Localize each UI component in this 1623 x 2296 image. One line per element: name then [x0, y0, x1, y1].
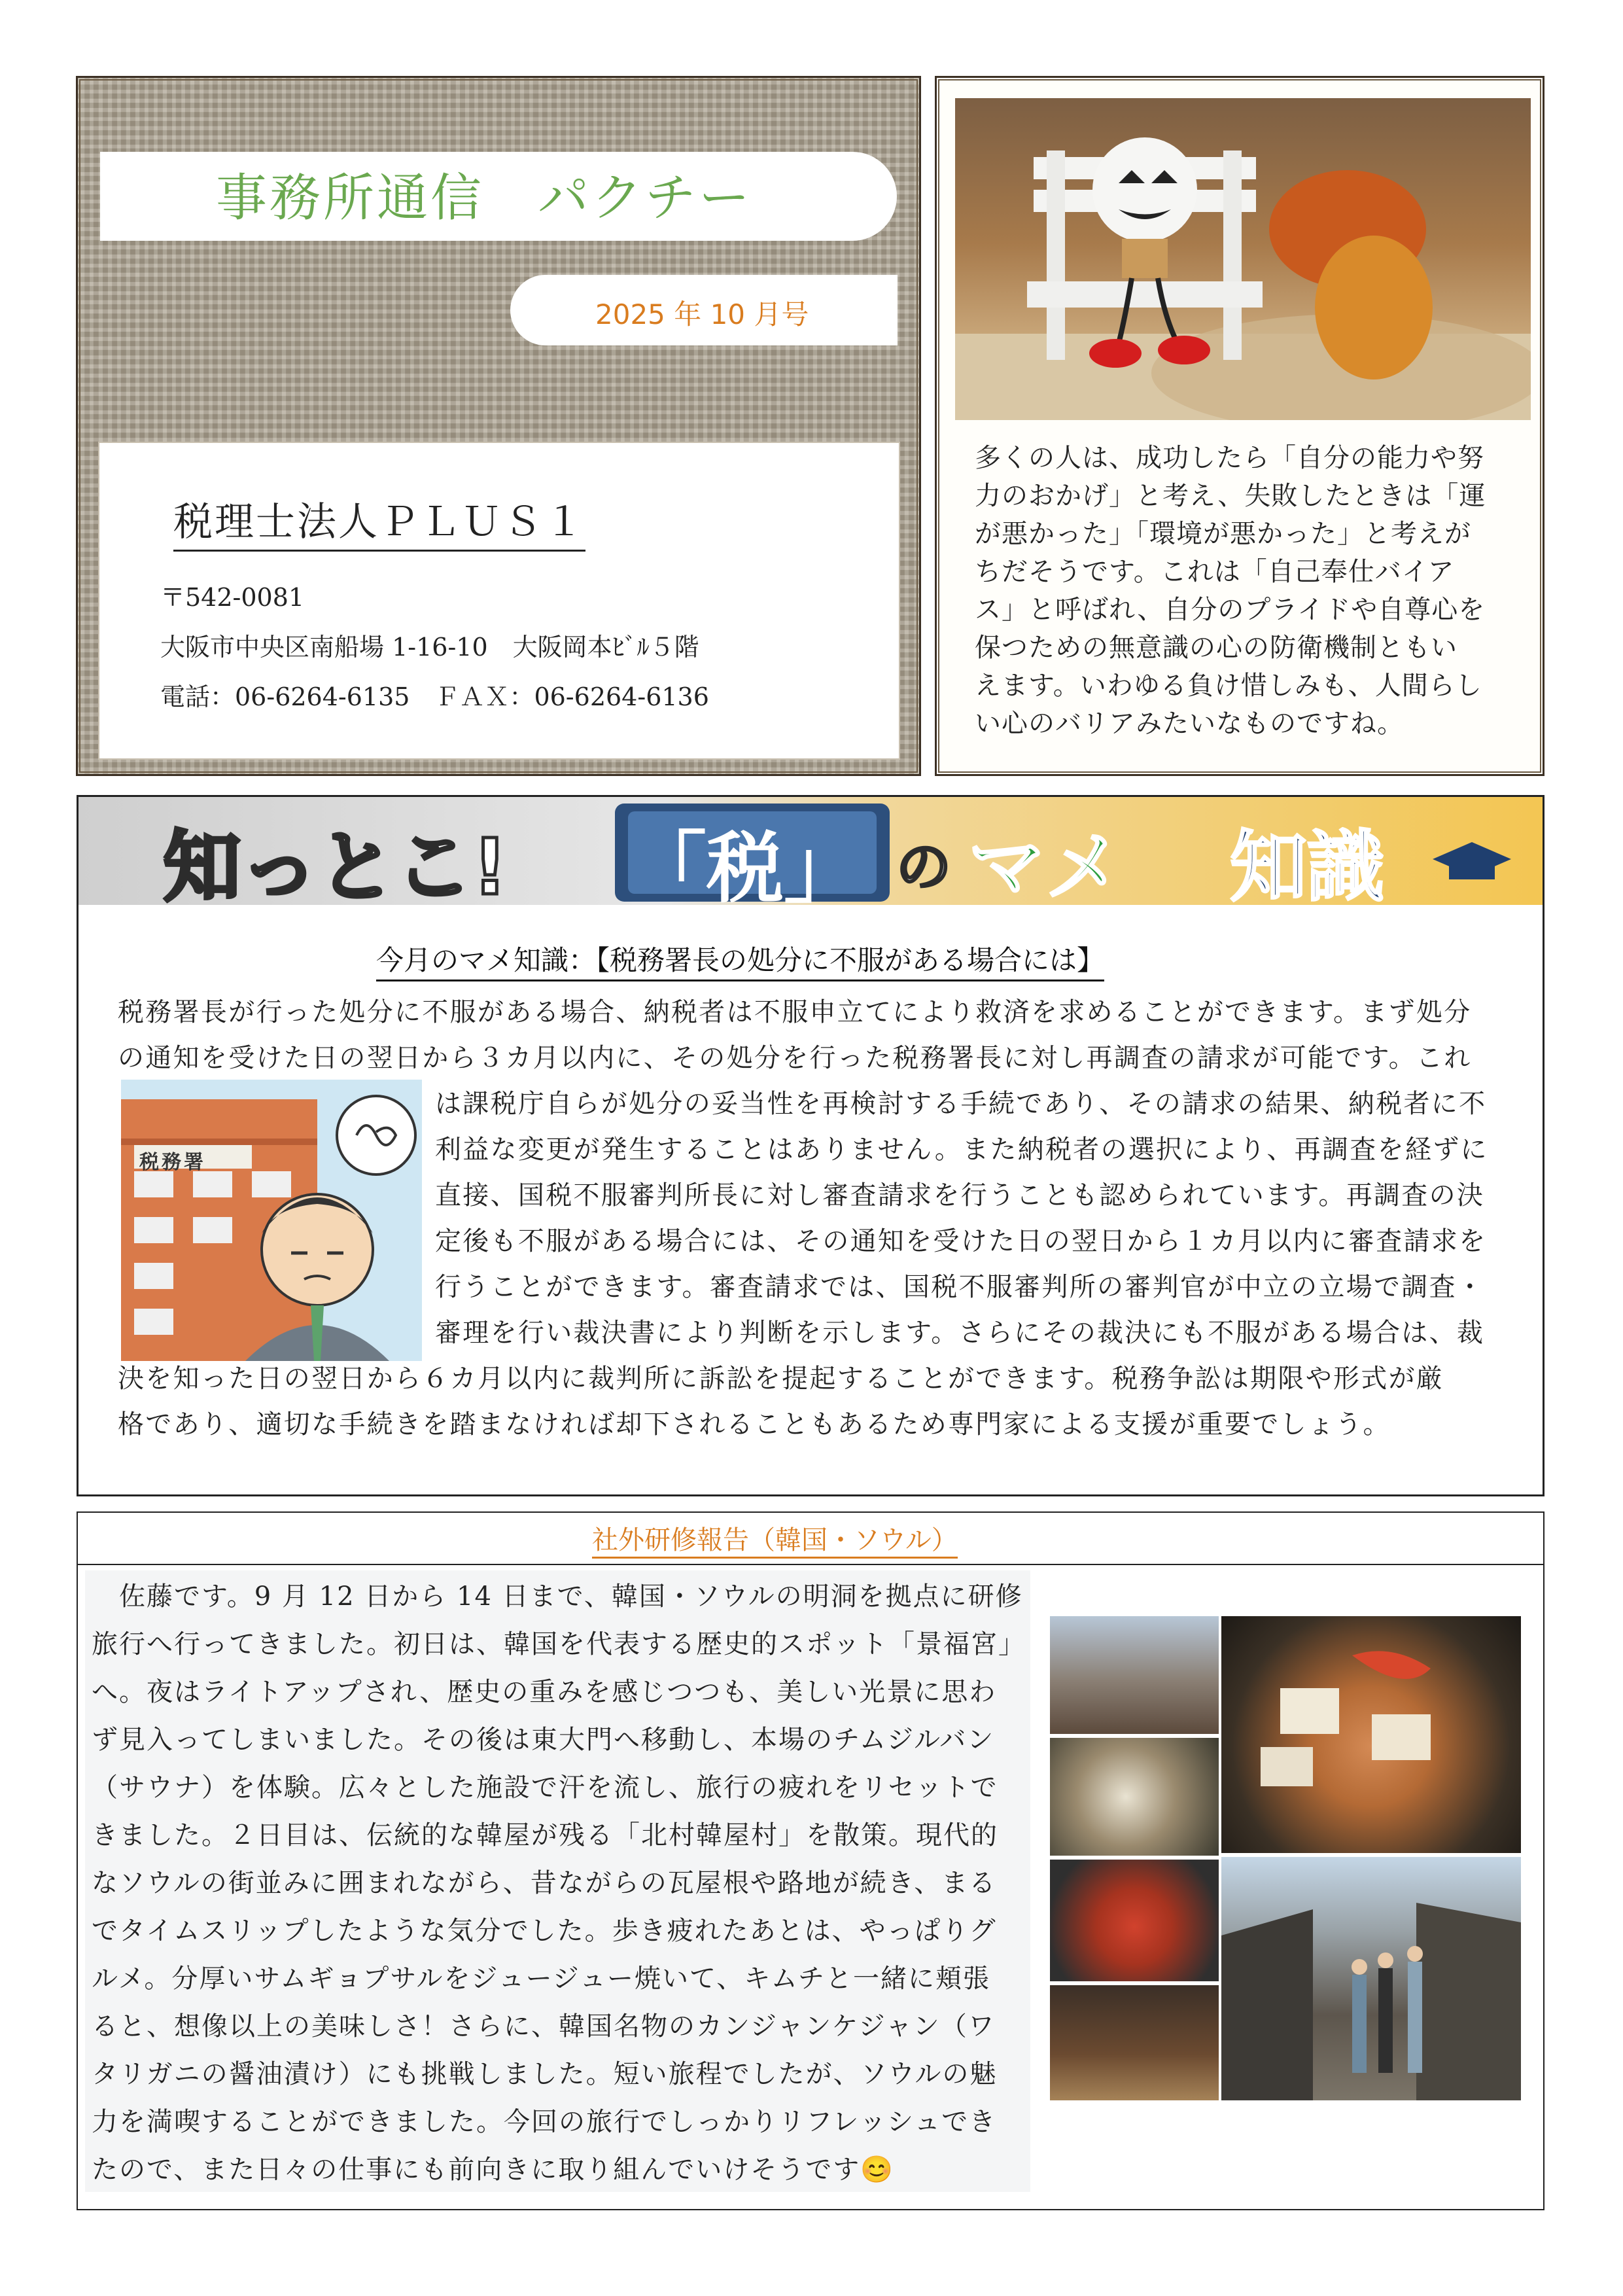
postal-code: 〒542-0081: [160, 583, 305, 612]
report-line: たので、また日々の仕事にも前向きに取り組んでいけそうです😊: [92, 2155, 895, 2185]
tip-line: の通知を受けた日の翌日から３カ月以内に、その処分を行った税務署長に対し再調査の請求が可能です。これ: [118, 1043, 1472, 1073]
tax-office-illustration: [121, 1080, 422, 1361]
tax-office-sign: 税務署: [139, 1151, 206, 1174]
tip-line: 利益な変更が発生することはありません。また納税者の選択により、再調査を経ずに: [435, 1135, 1488, 1165]
dinner-photo: [1050, 1985, 1219, 2100]
office-address: 大阪市中央区南船場 1-16-10 大阪岡本ﾋﾞﾙ５階: [160, 633, 699, 662]
tip-line: 税務署長が行った処分に不服がある場合、納税者は不服申立てにより救済を求めることができます。まず処分: [118, 997, 1472, 1027]
tip-line: 直接、国税不服審判所長に対し審査請求を行うことも認められています。再調査の決: [435, 1180, 1485, 1210]
report-line: ず見入ってしまいました。その後は東大門へ移動し、本場のチムジルバン: [92, 1725, 995, 1755]
intro-line: 保つための無意識の心の防衛機制ともい: [975, 633, 1457, 663]
intro-line: い心のバリアみたいなものですね。: [975, 709, 1404, 739]
banner-text-chishiki: 知識: [1230, 822, 1385, 905]
tip-line: は課税庁自らが処分の妥当性を再検討する手続であり、その請求の結果、納税者に不: [435, 1089, 1487, 1119]
crab-dish-photo: [1050, 1860, 1219, 1981]
office-contact: 電話：06-6264-6135 ＦＡＸ：06-6264-6136: [160, 682, 709, 711]
intro-line: が悪かった」「環境が悪かった」と考えが: [975, 519, 1471, 549]
tax-tips-banner: [79, 797, 1543, 905]
report-line: 力を満喫することができました。今回の旅行でしっかりリフレッシュでき: [92, 2107, 997, 2137]
report-line: ルメ。分厚いサムギョプサルをジュージュー焼いて、キムチと一緒に頬張: [92, 1964, 990, 1994]
report-line: でタイムスリップしたような気分でした。歩き疲れたあとは、やっぱりグ: [92, 1916, 997, 1946]
intro-line: ス」と呼ばれ、自分のプライドや自尊心を: [975, 595, 1486, 625]
tip-line: 定後も不服がある場合には、その通知を受けた日の翌日から１カ月以内に審査請求を: [435, 1226, 1487, 1256]
banner-text-mame: マメ: [968, 822, 1123, 905]
banner-text-zei: 「税」: [629, 823, 862, 905]
firm-name: 税理士法人ＰＬＵＳ１: [173, 491, 585, 552]
intro-line: ちだそうです。これは「自己奉仕バイア: [975, 557, 1455, 587]
tip-line: 格であり、適切な手続きを踏まなければ却下されることもあるため専門家による支援が重要でしょう。: [118, 1409, 1391, 1439]
tip-line: 行うことができます。審査請求では、国税不服審判所の審判官が中立の立場で調査・: [435, 1272, 1485, 1302]
intro-line: 多くの人は、成功したら「自分の能力や努: [975, 443, 1484, 473]
hanok-village-photo: [1221, 1857, 1521, 2100]
issue-date: 2025 年 10 月号: [595, 298, 809, 330]
newsletter-title: 事務所通信 パクチー: [216, 169, 753, 228]
banner-text-no: の: [896, 835, 952, 899]
report-title: 社外研修報告（韓国・ソウル）: [592, 1519, 958, 1559]
report-line: タリガニの醤油漬け）にも挑戦しました。短い旅程でしたが、ソウルの魅: [92, 2059, 998, 2089]
report-line: ると、想像以上の美味しさ！さらに、韓国名物のカンジャンケジャン（ワ: [92, 2011, 996, 2041]
report-line: きました。２日目は、伝統的な韓屋が残る「北村韓屋村」を散策。現代的: [92, 1820, 998, 1850]
intro-line: えます。いわゆる負け惜しみも、人間らし: [975, 671, 1482, 701]
food-photo-1: [1050, 1738, 1219, 1856]
intro-line: 力のおかげ」と考え、失敗したときは「運: [975, 481, 1486, 511]
report-line: 佐藤です。9 月 12 日から 14 日まで、韓国・ソウルの明洞を拠点に研修: [92, 1581, 1023, 1612]
tip-line: 決を知った日の翌日から６カ月以内に裁判所に訴訟を提起することができます。税務争訟は期限や形式が厳: [118, 1364, 1444, 1394]
tip-line: 審理を行い裁決書により判断を示します。さらにその裁決にも不服がある場合は、裁: [435, 1318, 1485, 1348]
report-line: へ。夜はライトアップされ、歴史の重みを感じつつも、美しい光景に思わ: [92, 1677, 997, 1707]
report-line: （サウナ）を体験。広々とした施設で汗を流し、旅行の疲れをリセットで: [92, 1773, 998, 1803]
seoul-photo-collage: [1050, 1616, 1521, 2100]
report-line: なソウルの街並みに囲まれながら、昔ながらの瓦屋根や路地が続き、まる: [92, 1868, 997, 1898]
samgyeopsal-photo: [1221, 1616, 1521, 1853]
tips-heading: 今月のマメ知識：【税務署長の処分に不服がある場合には】: [376, 939, 1104, 981]
report-line: 旅行へ行ってきました。初日は、韓国を代表する歴史的スポット「景福宮」: [92, 1629, 1026, 1659]
pumpkin-figure-photo: [955, 98, 1531, 420]
gate-photo: [1050, 1616, 1219, 1734]
banner-text-shittoko: 知っとこ!: [164, 822, 508, 905]
